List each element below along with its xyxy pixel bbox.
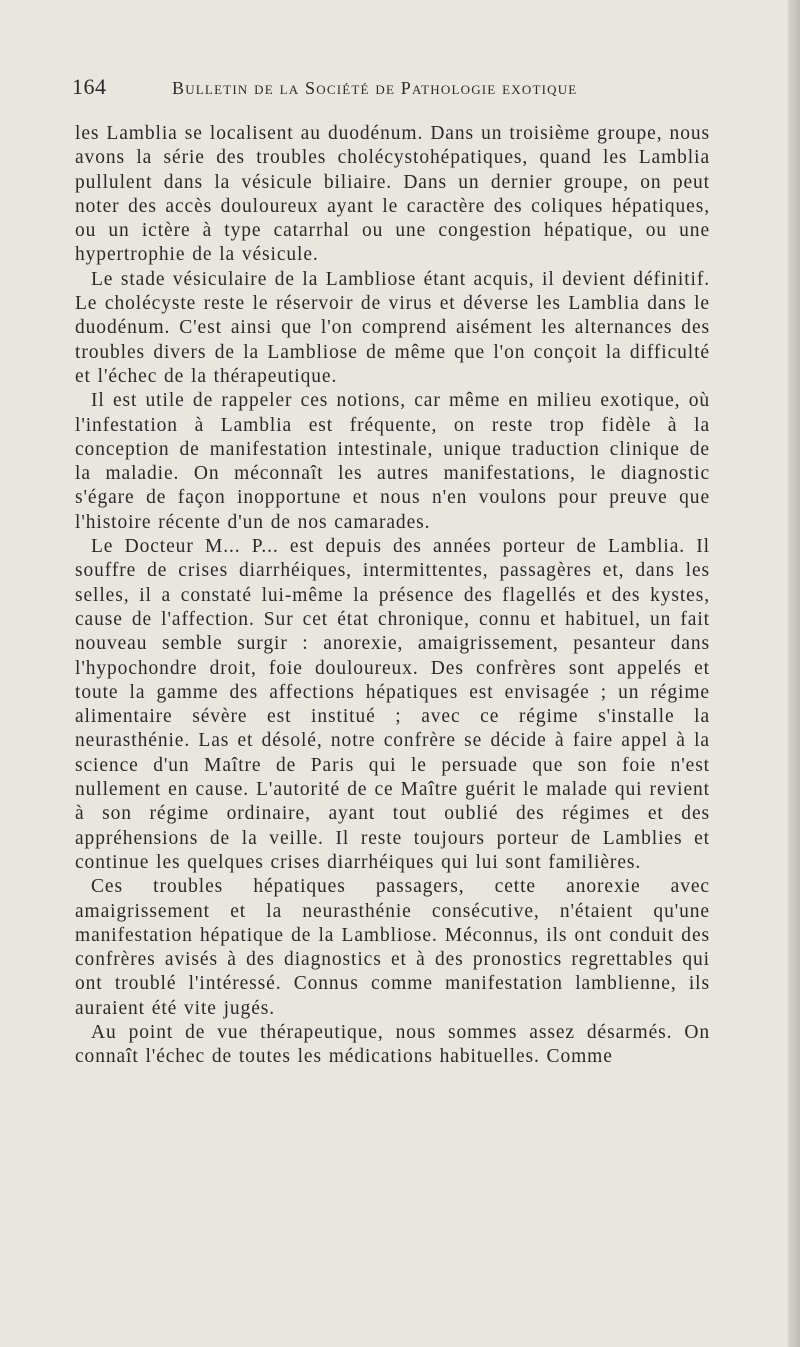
paragraph: Ces troubles hépatiques passagers, cette anorexie avec amaigrissement et la neurasthénie consécutive, n'étaient qu'une manifestation hépatique de la Lambliose. Méconnus, ils ont conduit des confrères avisés à des diagnostics et à des pronostics regrettables qui ont troublé l'intéressé. Connus comme manifestation lamblienne, ils auraient été vite jugés. — [75, 876, 710, 1019]
paragraph: Au point de vue thérapeutique, nous sommes assez désarmés. On connaît l'échec de toutes les médications habituelles. Comme — [75, 1021, 710, 1068]
paragraph: les Lamblia se localisent au duodénum. Dans un troisième groupe, nous avons la série des troubles cholécystohépatiques, quand les Lamblia pullulent dans la vésicule biliaire. Dans un dernier groupe, on peut noter des accès douloureux ayant le caractère des coliques hépatiques, ou un ictère à type catarrhal ou une congestion hépatique, ou une hypertrophie de la vésicule. — [75, 123, 710, 266]
page-edge — [788, 0, 800, 1347]
paragraph: Il est utile de rappeler ces notions, car même en milieu exotique, où l'infestation à Lamblia est fréquente, on reste trop fidèle à la conception de manifestation intestinale, unique traduction clinique de la maladie. On méconnaît les autres manifestations, le diagnostic s'égare de façon inopportune et nous n'en voulons pour preuve que l'histoire récente d'un de nos camarades. — [75, 390, 710, 533]
running-title: Bulletin de la Société de Pathologie exotique — [172, 78, 578, 98]
page-number: 164 — [72, 74, 107, 99]
paragraph: Le Docteur M... P... est depuis des années porteur de Lamblia. Il souffre de crises diarrhéiques, intermittentes, passagères et, dans les selles, il a constaté lui-même la présence des flagellés et des kystes, cause de l'affection. Sur cet état chronique, connu et habituel, un fait nouveau semble surgir : anorexie, amaigrissement, pesanteur dans l'hypochondre droit, foie douloureux. Des confrères sont appelés et toute la gamme des affections hépatiques est envisagée ; un régime alimentaire sévère est institué ; avec ce régime s'installe la neurasthénie. Las et désolé, notre confrère se décide à faire appel à la science d'un Maître de Paris qui le persuade que son foie n'est nullement en cause. L'autorité de ce Maître guérit le malade qui revient à son régime ordinaire, ayant tout oublié des régimes et des appréhensions de la veille. Il reste toujours porteur de Lamblies et continue les quelques crises diarrhéiques qui lui sont familières. — [75, 536, 710, 873]
paragraph: Le stade vésiculaire de la Lambliose étant acquis, il devient définitif. Le cholécyste reste le réservoir de virus et déverse les Lamblia dans le duodénum. C'est ainsi que l'on comprend aisément les alternances des troubles divers de la Lambliose de même que l'on conçoit la difficulté et l'échec de la thérapeutique. — [75, 268, 710, 387]
article-body — [75, 122, 710, 1070]
page-header — [72, 74, 732, 106]
